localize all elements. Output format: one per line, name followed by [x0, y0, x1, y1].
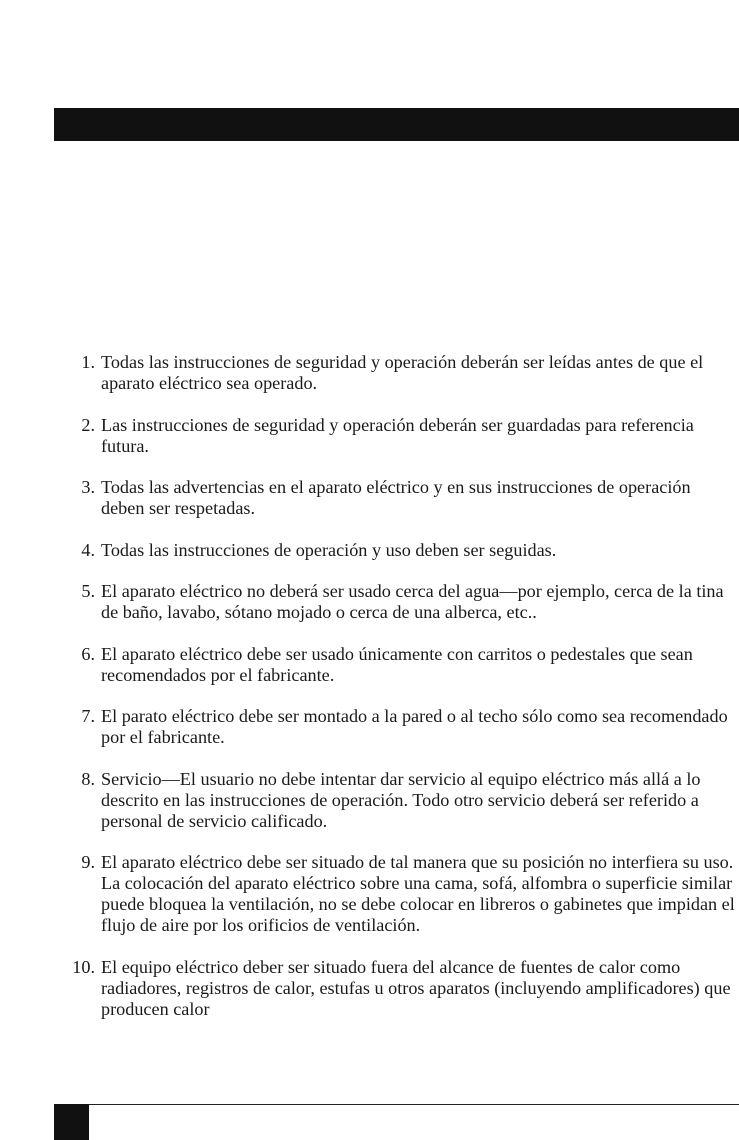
instruction-item-5 — [60, 581, 736, 623]
instruction-number: 3. — [81, 477, 95, 497]
instruction-text: Todas las advertencias en el aparato eléctrico y en sus instrucciones de operación deben ser respetadas. — [101, 477, 691, 518]
instruction-number: 5. — [81, 581, 95, 601]
instruction-text: El parato eléctrico debe ser montado a la pared o al techo sólo como sea recomendado por el fabricante. — [101, 706, 728, 747]
footer-tab — [54, 1104, 89, 1140]
footer-rule — [54, 1104, 739, 1105]
instruction-item-4 — [60, 540, 736, 561]
instruction-text: El equipo eléctrico deber ser situado fuera del alcance de fuentes de calor como radiadores, registros de calor, estufas u otros aparatos (incluyendo amplificadores) que producen calor — [101, 956, 731, 1019]
instruction-text: Servicio—El usuario no debe intentar dar servicio al equipo eléctrico más allá a lo descrito en las instrucciones de operación. Todo otro servicio deberá ser referido a personal de servicio calificado. — [101, 768, 701, 831]
instruction-number: 1. — [81, 352, 95, 372]
instruction-item-3 — [60, 477, 736, 519]
instruction-item-10 — [60, 957, 736, 1020]
instruction-text: El aparato eléctrico no deberá ser usado cerca del agua—por ejemplo, cerca de la tina de baño, lavabo, sótano mojado o cerca de una alberca, etc.. — [101, 581, 724, 622]
instruction-number: 9. — [81, 852, 95, 872]
instruction-number: 4. — [81, 539, 95, 560]
instruction-item-6 — [60, 644, 736, 686]
instruction-item-2 — [60, 415, 736, 457]
instruction-text: El aparato eléctrico debe ser usado únicamente con carritos o pedestales que sean recomendados por el fabricante. — [101, 643, 693, 685]
instruction-number: 7. — [81, 706, 95, 726]
instruction-text: El aparato eléctrico debe ser situado de tal manera que su posición no interfiera su uso. La colocación del aparato eléctrico sobre una cama, sofá, alfombra o superficie similar puede bloquea la ventilación, no se debe colocar en libreros o gabinetes que impidan el flujo de aire por los orificios de ventilación. — [101, 852, 735, 935]
instruction-number: 2. — [81, 414, 95, 435]
instruction-item-8 — [60, 769, 736, 832]
instruction-item-7 — [60, 706, 736, 748]
instruction-number: 8. — [81, 768, 95, 789]
instruction-text: Todas las instrucciones de seguridad y operación deberán ser leídas antes de que el aparato eléctrico sea operado. — [101, 352, 704, 393]
instruction-list — [60, 352, 736, 1040]
instruction-item-1 — [60, 352, 736, 394]
header-bar — [54, 108, 739, 141]
instruction-number: 6. — [81, 643, 95, 664]
instruction-text: Todas las instrucciones de operación y uso deben ser seguidas. — [101, 539, 557, 560]
instruction-text: Las instrucciones de seguridad y operación deberán ser guardadas para referencia futura. — [101, 414, 694, 456]
instruction-number: 10. — [72, 956, 95, 977]
instruction-item-9 — [60, 852, 736, 936]
